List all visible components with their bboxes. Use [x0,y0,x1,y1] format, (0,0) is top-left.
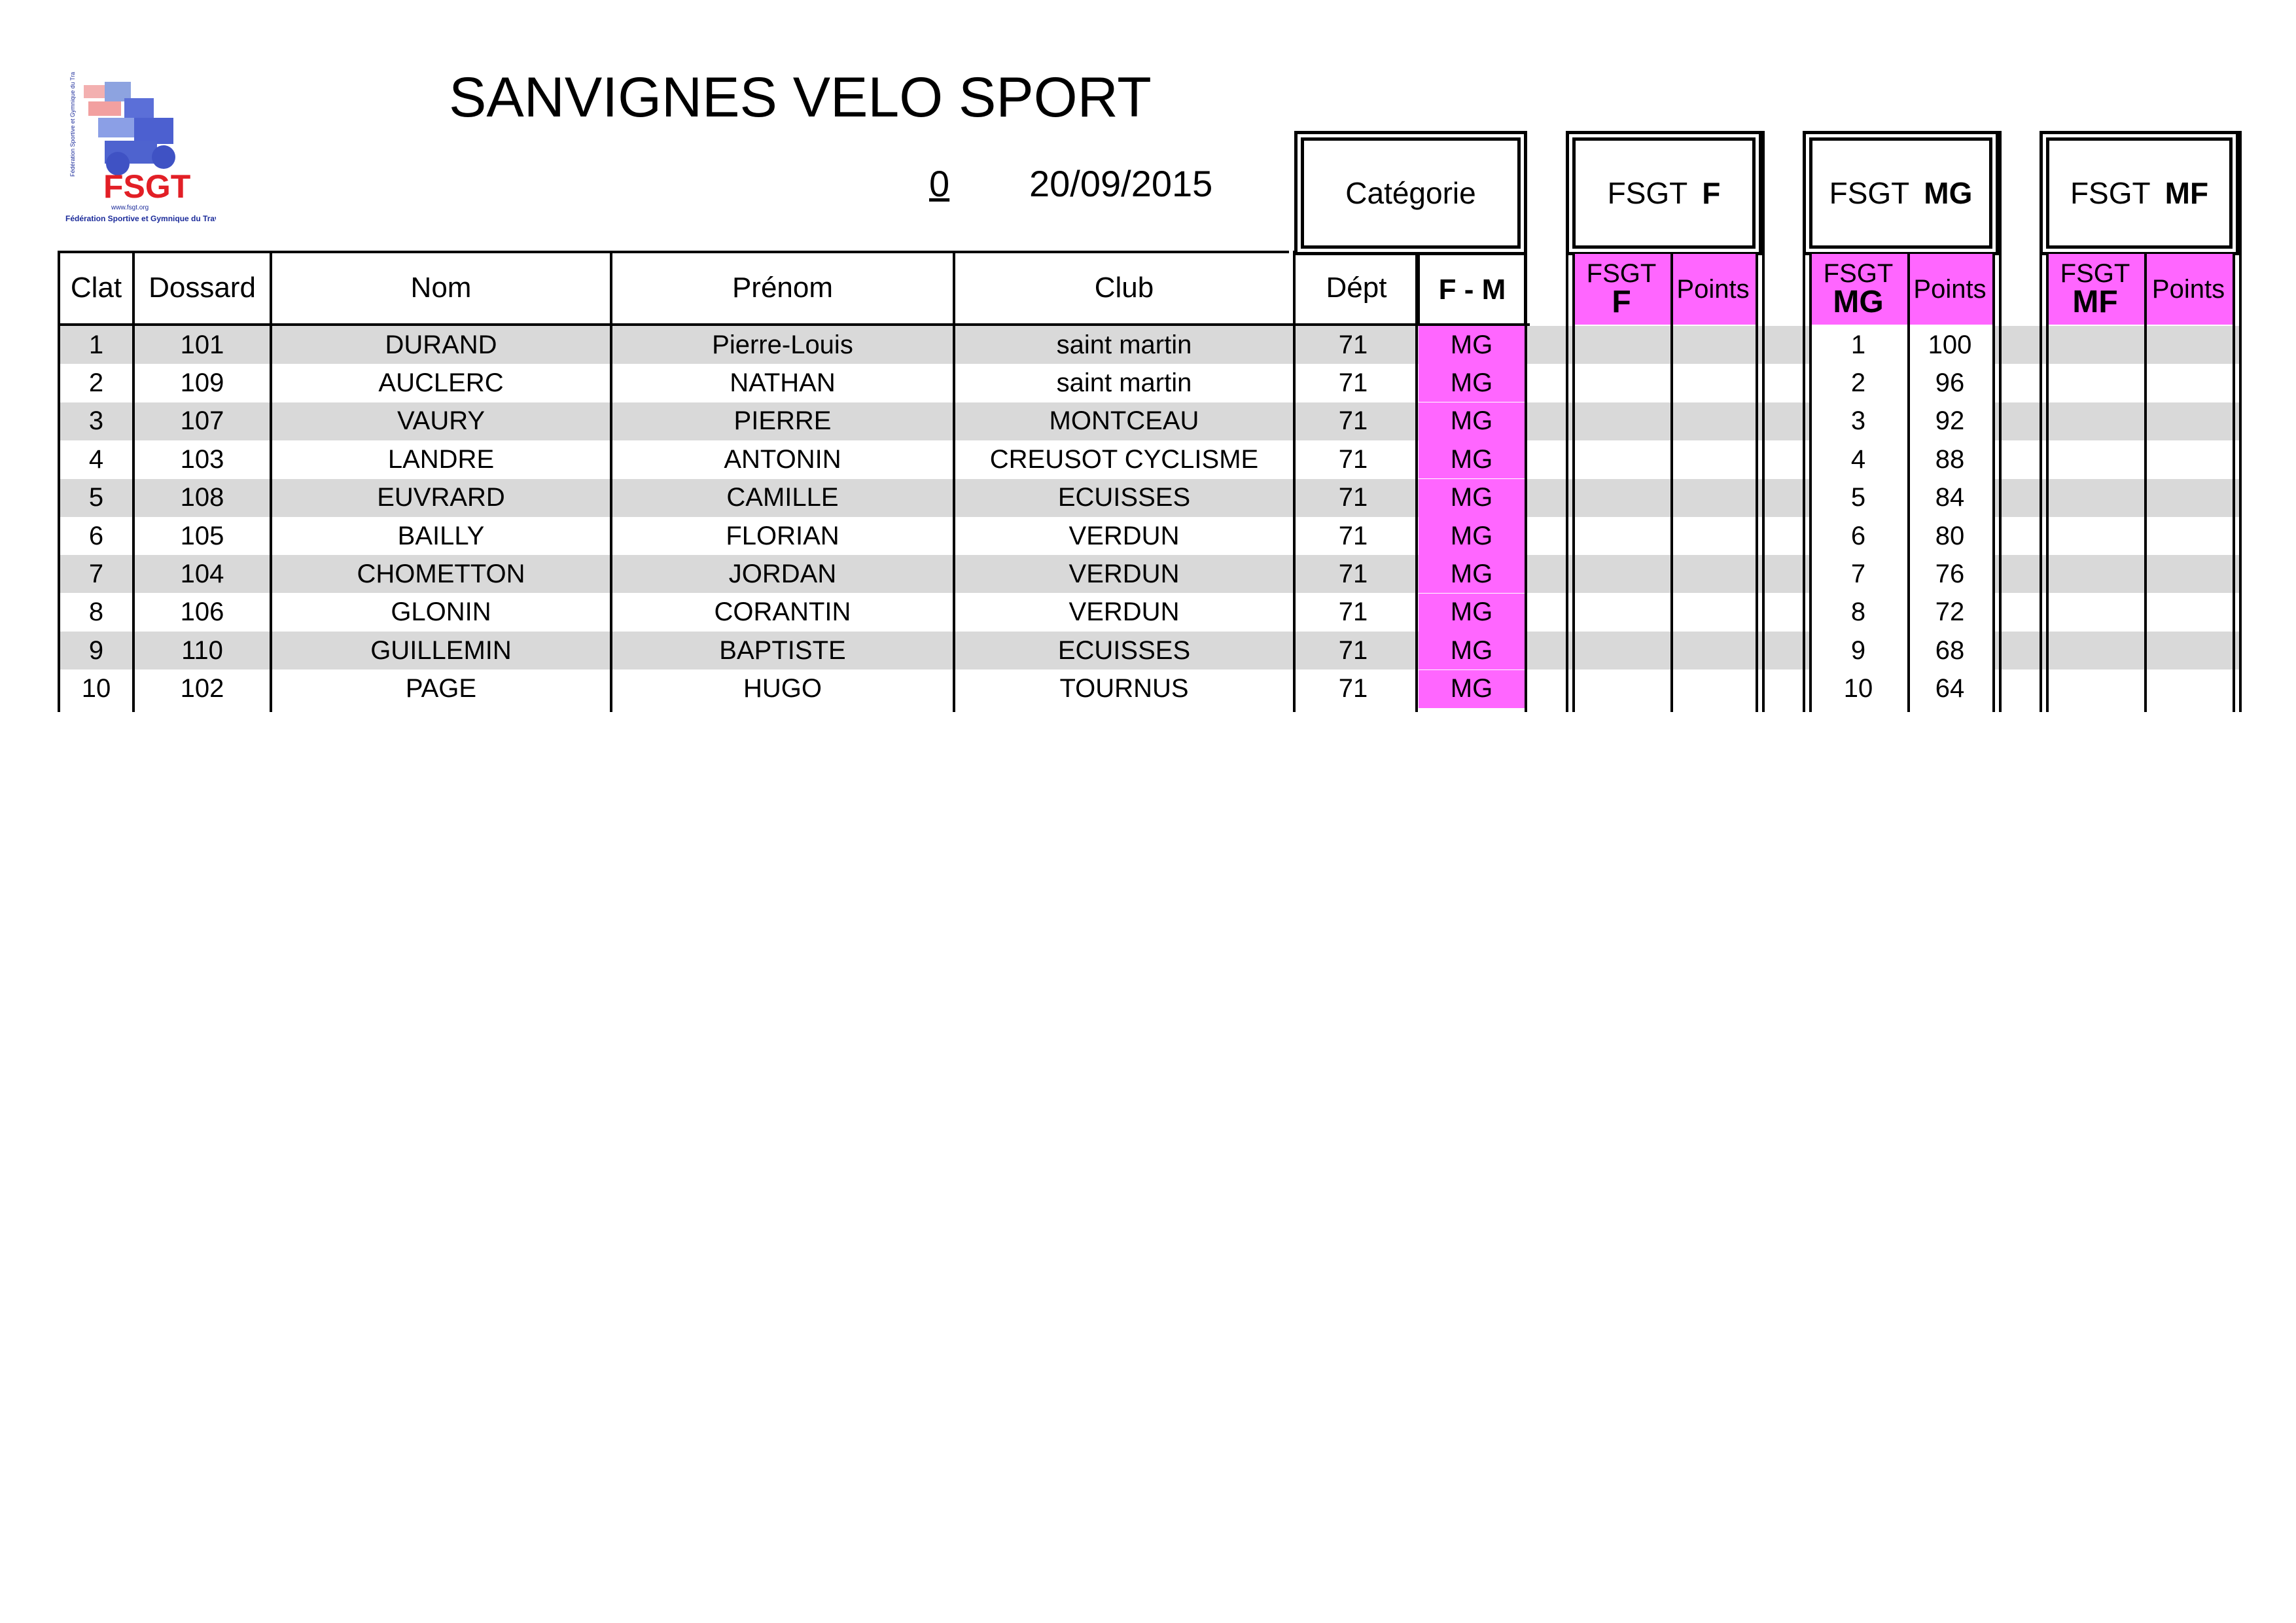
cell-nom: GUILLEMIN [370,635,512,665]
fsgt-logo [65,72,216,236]
cell-mg-rank: 1 [1809,326,1907,364]
fsgt-mg-prefix: FSGT [1829,176,1910,210]
table-row [59,594,2239,632]
grid-line [1566,131,1568,712]
cell-dept: 71 [1338,559,1368,588]
cell-mg-points: 88 [1907,440,1992,478]
row-gap [1526,402,1569,440]
cell-club: ECUISSES [1057,483,1191,512]
table-row [59,555,2239,593]
cell-dossard: 105 [180,521,224,550]
fsgt-mg-points-label: Points [1913,274,1987,304]
row-gap [1763,670,1807,708]
cell-clat: 1 [88,330,104,359]
row-gap [1526,364,1569,402]
cell-club: VERDUN [1069,559,1180,588]
empty-fsgt-cells [1572,632,1763,669]
cell-dept: 71 [1338,635,1368,665]
cell-mg-rank: 5 [1809,479,1907,517]
cell-clat: 2 [88,368,104,397]
cell-cat: MG [1419,402,1525,440]
grid-line [1809,252,1812,712]
cell-nom: BAILLY [397,521,485,550]
cell-mg-points: 72 [1907,594,1992,632]
fsgt-mf-sub-prefix: FSGT [2060,259,2130,288]
grid-line [1999,131,2002,712]
empty-fsgt-cells [1572,326,1763,364]
fsgt-mf-cat: MF [2164,176,2209,210]
cell-cat: MG [1419,440,1525,478]
fsgt-mf-sub-cat: MF [2072,285,2118,319]
grid-line [1756,252,1758,712]
row-gap [1763,594,1807,632]
cell-dossard: 106 [180,597,224,627]
cell-mg-rank: 2 [1809,364,1907,402]
row-gap [1763,440,1807,478]
cell-mg-rank: 4 [1809,440,1907,478]
table-row [59,326,2239,364]
row-gap [1526,440,1569,478]
cell-dept: 71 [1338,330,1368,359]
cell-dept: 71 [1338,521,1368,550]
row-gap [1526,326,1569,364]
table-row [59,402,2239,440]
cell-cat: MG [1419,632,1525,669]
col-dossard: Dossard [149,272,256,304]
cell-clat: 5 [88,483,104,512]
grid-line [953,251,955,712]
cell-prenom: PIERRE [733,406,832,436]
col-club: Club [1094,272,1154,304]
cell-clat: 8 [88,597,104,627]
svg-text:Fédération Sportive et Gymniqu: Fédération Sportive et Gymnique du Travail [69,72,76,177]
cell-mg-points: 92 [1907,402,1992,440]
empty-fsgt-cells [1572,670,1763,708]
cell-cat: MG [1419,326,1525,364]
grid-line [1992,252,1995,712]
categorie-label: Catégorie [1301,137,1521,249]
fsgt-f-box [1566,131,1762,255]
fsgt-f-sub-cat: F [1612,285,1631,319]
cell-mg-rank: 9 [1809,632,1907,669]
grid-line [2040,131,2042,712]
cell-prenom: CAMILLE [726,483,839,512]
cell-dept: 71 [1338,674,1368,704]
fsgt-mg-cat: MG [1924,176,1973,210]
cell-dossard: 110 [181,635,223,665]
row-gap [1526,555,1569,593]
grid-line [1293,251,1296,712]
cell-nom: CHOMETTON [357,559,525,588]
row-gap [1526,632,1569,669]
cell-clat: 6 [88,521,104,550]
empty-fsgt-cells [1572,517,1763,555]
cell-dossard: 107 [180,406,224,436]
row-gap [1763,517,1807,555]
empty-fsgt-cells [1572,402,1763,440]
cell-dept: 71 [1338,406,1368,436]
cell-mg-points: 84 [1907,479,1992,517]
fsgt-f-sub-prefix: FSGT [1586,259,1657,288]
cell-mg-rank: 8 [1809,594,1907,632]
cell-nom: PAGE [405,674,477,704]
header-bottom-border [58,323,1530,326]
cell-cat: MG [1419,479,1525,517]
row-gap [1763,632,1807,669]
race-date: 20/09/2015 [1029,163,1213,204]
fsgt-mg-sub [1809,254,1907,325]
cell-club: saint martin [1056,368,1192,397]
cell-nom: GLONIN [391,597,491,627]
row-gap [1763,479,1807,517]
fsgt-mf-sub [2046,254,2144,325]
row-gap [1763,555,1807,593]
cell-club: TOURNUS [1059,674,1189,704]
col-prenom: Prénom [732,272,834,304]
fsgt-f-sub [1572,254,1670,325]
cell-club: saint martin [1056,330,1192,359]
col-clat: Clat [70,272,122,304]
empty-fsgt-cells [1572,364,1763,402]
table-row [59,364,2239,402]
grid-line [2233,252,2235,712]
fsgt-logo-graphic [65,72,216,236]
cell-prenom: JORDAN [728,559,837,588]
categorie-box [1294,131,1527,255]
cell-mg-points: 96 [1907,364,1992,402]
cell-clat: 4 [88,444,104,474]
cell-nom: LANDRE [387,444,495,474]
empty-fsgt-cells [1572,479,1763,517]
cell-nom: EUVRARD [377,483,505,512]
table-row [59,517,2239,555]
table-row [59,440,2239,478]
empty-fsgt-cells [1572,594,1763,632]
fsgt-mf-prefix: FSGT [2070,176,2151,210]
cell-nom: DURAND [385,330,497,359]
fsgt-mf-box [2040,131,2239,255]
svg-text:www.fsgt.org: www.fsgt.org [111,204,149,211]
grid-line [1907,252,1910,712]
empty-fsgt-cells [1572,555,1763,593]
cell-prenom: HUGO [743,674,822,704]
fsgt-mg-box [1803,131,1999,255]
cell-prenom: NATHAN [730,368,836,397]
row-gap [1526,594,1569,632]
cell-mg-rank: 7 [1809,555,1907,593]
grid-line [2046,252,2049,712]
cell-dept: 71 [1338,597,1368,627]
cell-clat: 7 [88,559,104,588]
cell-prenom: Pierre-Louis [712,330,853,359]
cell-dossard: 101 [180,330,224,359]
cell-mg-rank: 6 [1809,517,1907,555]
table-row [59,632,2239,669]
page-title: SANVIGNES VELO SPORT [449,66,1152,129]
cell-dossard: 109 [180,368,224,397]
fsgt-mf-points-label: Points [2151,274,2225,304]
cell-dossard: 108 [180,483,224,512]
grid-line [1803,131,1805,712]
grid-line [1415,252,1418,712]
fsgt-f-prefix: FSGT [1607,176,1688,210]
cell-mg-points: 68 [1907,632,1992,669]
fm-label: F - M [1438,273,1506,306]
cell-cat: MG [1419,364,1525,402]
grid-line [610,251,612,712]
cell-cat: MG [1419,555,1525,593]
cell-cat: MG [1419,670,1525,708]
grid-line [132,251,135,712]
row-gap [1526,479,1569,517]
cell-mg-points: 64 [1907,670,1992,708]
cell-clat: 10 [81,674,111,704]
cell-club: CREUSOT CYCLISME [989,444,1259,474]
cell-club: MONTCEAU [1049,406,1199,436]
grid-line [2239,131,2242,712]
cell-clat: 9 [88,635,104,665]
cell-dossard: 103 [180,444,224,474]
svg-text:Fédération Sportive et Gymniqu: Fédération Sportive et Gymnique du Travail [65,214,216,223]
table-row [59,479,2239,517]
cell-cat: MG [1419,517,1525,555]
grid-line [2144,252,2147,712]
cell-prenom: CORANTIN [714,597,851,627]
row-gap [1526,670,1569,708]
cell-dept: 71 [1338,483,1368,512]
cell-nom: AUCLERC [378,368,504,397]
grid-line [1525,252,1527,712]
cell-mg-points: 76 [1907,555,1992,593]
row-gap [1763,326,1807,364]
row-gap [1526,517,1569,555]
cell-prenom: ANTONIN [724,444,841,474]
cell-prenom: FLORIAN [726,521,839,550]
cell-cat: MG [1419,594,1525,632]
col-dept: Dépt [1326,272,1387,304]
cell-dossard: 104 [180,559,224,588]
row-gap [1763,364,1807,402]
cell-club: VERDUN [1069,597,1180,627]
table-row [59,670,2239,708]
cell-mg-rank: 3 [1809,402,1907,440]
cell-club: ECUISSES [1057,635,1191,665]
cell-dept: 71 [1338,368,1368,397]
grid-line [1762,131,1765,712]
cell-mg-rank: 10 [1809,670,1907,708]
fsgt-f-cat: F [1702,176,1721,210]
race-number: 0 [929,163,950,204]
cell-mg-points: 100 [1907,326,1992,364]
grid-line [270,251,272,712]
cell-clat: 3 [88,406,104,436]
cell-prenom: BAPTISTE [719,635,846,665]
cell-nom: VAURY [397,406,486,436]
fsgt-f-points-label: Points [1676,274,1750,304]
empty-fsgt-cells [1572,440,1763,478]
logo-text: FSGT [103,168,191,205]
cell-dossard: 102 [180,674,224,704]
cell-dept: 71 [1338,444,1368,474]
grid-line [1572,252,1575,712]
grid-line [58,251,60,712]
row-gap [1763,402,1807,440]
grid-line [1670,252,1673,712]
fsgt-mg-sub-cat: MG [1833,285,1884,319]
cell-club: VERDUN [1069,521,1180,550]
cell-mg-points: 80 [1907,517,1992,555]
col-nom: Nom [410,272,472,304]
fsgt-mg-sub-prefix: FSGT [1823,259,1894,288]
table-top-border [58,251,1289,253]
